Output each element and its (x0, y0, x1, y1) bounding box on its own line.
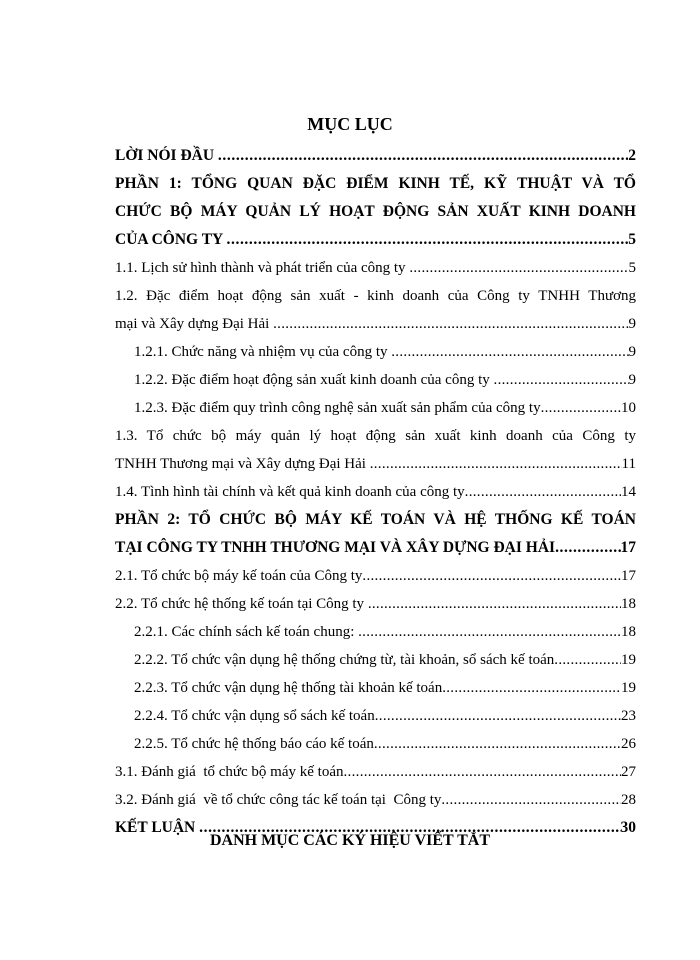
toc-page-number: 5 (628, 260, 636, 276)
toc-page-number: 19 (621, 680, 636, 696)
toc-entry-1-1[interactable] (115, 254, 636, 282)
toc-page-number: 27 (621, 764, 636, 780)
toc-entry-text: PHẦN 1: TỔNG QUAN ĐẶC ĐIỂM KINH TẾ, KỸ THUẬT VÀ TỔ (115, 175, 636, 192)
dot-leader (358, 618, 621, 646)
toc-page-number: 5 (628, 231, 636, 248)
dot-leader (555, 534, 620, 562)
toc-entry-phan2-line2[interactable] (115, 534, 636, 562)
toc-entry-loi-noi-dau[interactable] (115, 142, 636, 170)
toc-page-number: 17 (620, 539, 636, 556)
toc-page-number: 18 (621, 624, 636, 640)
toc-entry-text: 1.2.1. Chức năng và nhiệm vụ của công ty (134, 344, 392, 360)
toc-page-number: 2 (628, 147, 636, 164)
toc-entry-text: 1.2.2. Đặc điểm hoạt động sản xuất kinh doanh của công ty (134, 372, 494, 388)
toc-entry-1-3-line1[interactable] (115, 422, 636, 450)
toc-entry-2-2-4[interactable] (115, 702, 636, 730)
toc-entry-2-2[interactable] (115, 590, 636, 618)
toc-entry-phan1-line2[interactable] (115, 198, 636, 226)
toc-entry-text: 1.2.3. Đặc điểm quy trình công nghệ sản xuất sản phẩm của công ty (134, 400, 541, 416)
toc-entry-text: TẠI CÔNG TY TNHH THƯƠNG MẠI VÀ XÂY DỰNG ĐẠI HẢI (115, 539, 556, 556)
dot-leader (409, 254, 628, 282)
dot-leader (554, 646, 621, 674)
toc-page-number: 9 (628, 372, 636, 388)
toc-entry-phan2-line1[interactable] (115, 506, 636, 534)
dot-leader (218, 142, 628, 170)
toc-entry-text: 1.4. Tình hình tài chính và kết quả kinh doanh của công ty (115, 484, 465, 500)
toc-entry-1-3-line2[interactable] (115, 450, 636, 478)
dot-leader (375, 702, 621, 730)
toc-entry-text: CHỨC BỘ MÁY QUẢN LÝ HOẠT ĐỘNG SẢN XUẤT KINH DOANH (115, 203, 636, 220)
toc-entry-1-2-line2[interactable] (115, 310, 636, 338)
toc-entry-text: KẾT LUẬN (115, 819, 200, 836)
toc-page-number: 14 (621, 484, 636, 500)
toc-entry-2-2-1[interactable] (115, 618, 636, 646)
toc-page-number: 28 (621, 792, 636, 808)
toc-entry-text: 3.2. Đánh giá về tổ chức công tác kế toán tại Công ty (115, 792, 442, 808)
abbreviations-heading: DANH MỤC CÁC KÝ HIỆU VIẾT TẮT (209, 832, 491, 849)
toc-entry-text: 1.1. Lịch sử hình thành và phát triển của công ty (115, 260, 410, 276)
toc-entry-text: mại và Xây dựng Đại Hải (115, 316, 274, 332)
dot-leader (273, 310, 628, 338)
toc-page-number: 18 (621, 596, 636, 612)
toc-entry-text: 3.1. Đánh giá tổ chức bộ máy kế toán (115, 764, 344, 780)
dot-leader (374, 730, 621, 758)
toc-entry-1-2-line1[interactable] (115, 282, 636, 310)
toc-entry-text: PHẦN 2: TỔ CHỨC BỘ MÁY KẾ TOÁN VÀ HỆ THỐNG KẾ TOÁN (115, 511, 636, 528)
page-title: MỤC LỤC (307, 114, 393, 134)
dot-leader (441, 786, 621, 814)
toc-entry-2-2-3[interactable] (115, 674, 636, 702)
toc-entry-3-2[interactable] (115, 786, 636, 814)
toc-entry-text: 1.3. Tổ chức bộ máy quản lý hoạt động sản xuất kinh doanh của Công ty (115, 428, 636, 444)
toc-entry-text: LỜI NÓI ĐẦU (115, 147, 218, 164)
toc-page-number: 9 (628, 344, 636, 360)
toc-page-number: 10 (621, 400, 636, 416)
dot-leader (465, 478, 621, 506)
dot-leader (344, 758, 622, 786)
toc-entry-text: CỦA CÔNG TY (115, 231, 227, 248)
toc-entry-1-2-1[interactable] (115, 338, 636, 366)
toc-page-number: 19 (621, 652, 636, 668)
toc-entry-text: 2.2.3. Tổ chức vận dụng hệ thống tài khoản kế toán (134, 680, 443, 696)
table-of-contents (115, 142, 636, 842)
dot-leader (362, 562, 621, 590)
toc-entry-2-1[interactable] (115, 562, 636, 590)
toc-entry-phan1-line3[interactable] (115, 226, 636, 254)
toc-entry-1-2-2[interactable] (115, 366, 636, 394)
toc-entry-text: 2.2.1. Các chính sách kế toán chung: (134, 624, 359, 640)
dot-leader (442, 674, 621, 702)
toc-entry-1-4[interactable] (115, 478, 636, 506)
toc-page-number: 11 (621, 456, 636, 472)
toc-entry-2-2-2[interactable] (115, 646, 636, 674)
toc-entry-text: TNHH Thương mại và Xây dựng Đại Hải (115, 456, 370, 472)
dot-leader (370, 450, 622, 478)
dot-leader (227, 226, 629, 254)
toc-entry-1-2-3[interactable] (115, 394, 636, 422)
toc-page-number: 30 (620, 819, 636, 836)
toc-entry-text: 2.1. Tổ chức bộ máy kế toán của Công ty (115, 568, 363, 584)
dot-leader (541, 394, 621, 422)
toc-entry-text: 2.2.2. Tổ chức vận dụng hệ thống chứng từ, tài khoản, sổ sách kế toán (134, 652, 555, 668)
toc-page-number: 17 (621, 568, 636, 584)
toc-entry-text: 1.2. Đặc điểm hoạt động sản xuất - kinh doanh của Công ty TNHH Thương (115, 288, 636, 304)
toc-entry-text: 2.2.4. Tổ chức vận dụng sổ sách kế toán (134, 708, 375, 724)
toc-entry-3-1[interactable] (115, 758, 636, 786)
toc-entry-text: 2.2.5. Tổ chức hệ thống báo cáo kế toán (134, 736, 374, 752)
toc-entry-2-2-5[interactable] (115, 730, 636, 758)
toc-entry-phan1-line1[interactable] (115, 170, 636, 198)
toc-page-number: 26 (621, 736, 636, 752)
dot-leader (494, 366, 629, 394)
dot-leader (391, 338, 628, 366)
toc-entry-text: 2.2. Tổ chức hệ thống kế toán tại Công ty (115, 596, 368, 612)
dot-leader (368, 590, 621, 618)
toc-page-number: 9 (628, 316, 636, 332)
toc-page-number: 23 (621, 708, 636, 724)
